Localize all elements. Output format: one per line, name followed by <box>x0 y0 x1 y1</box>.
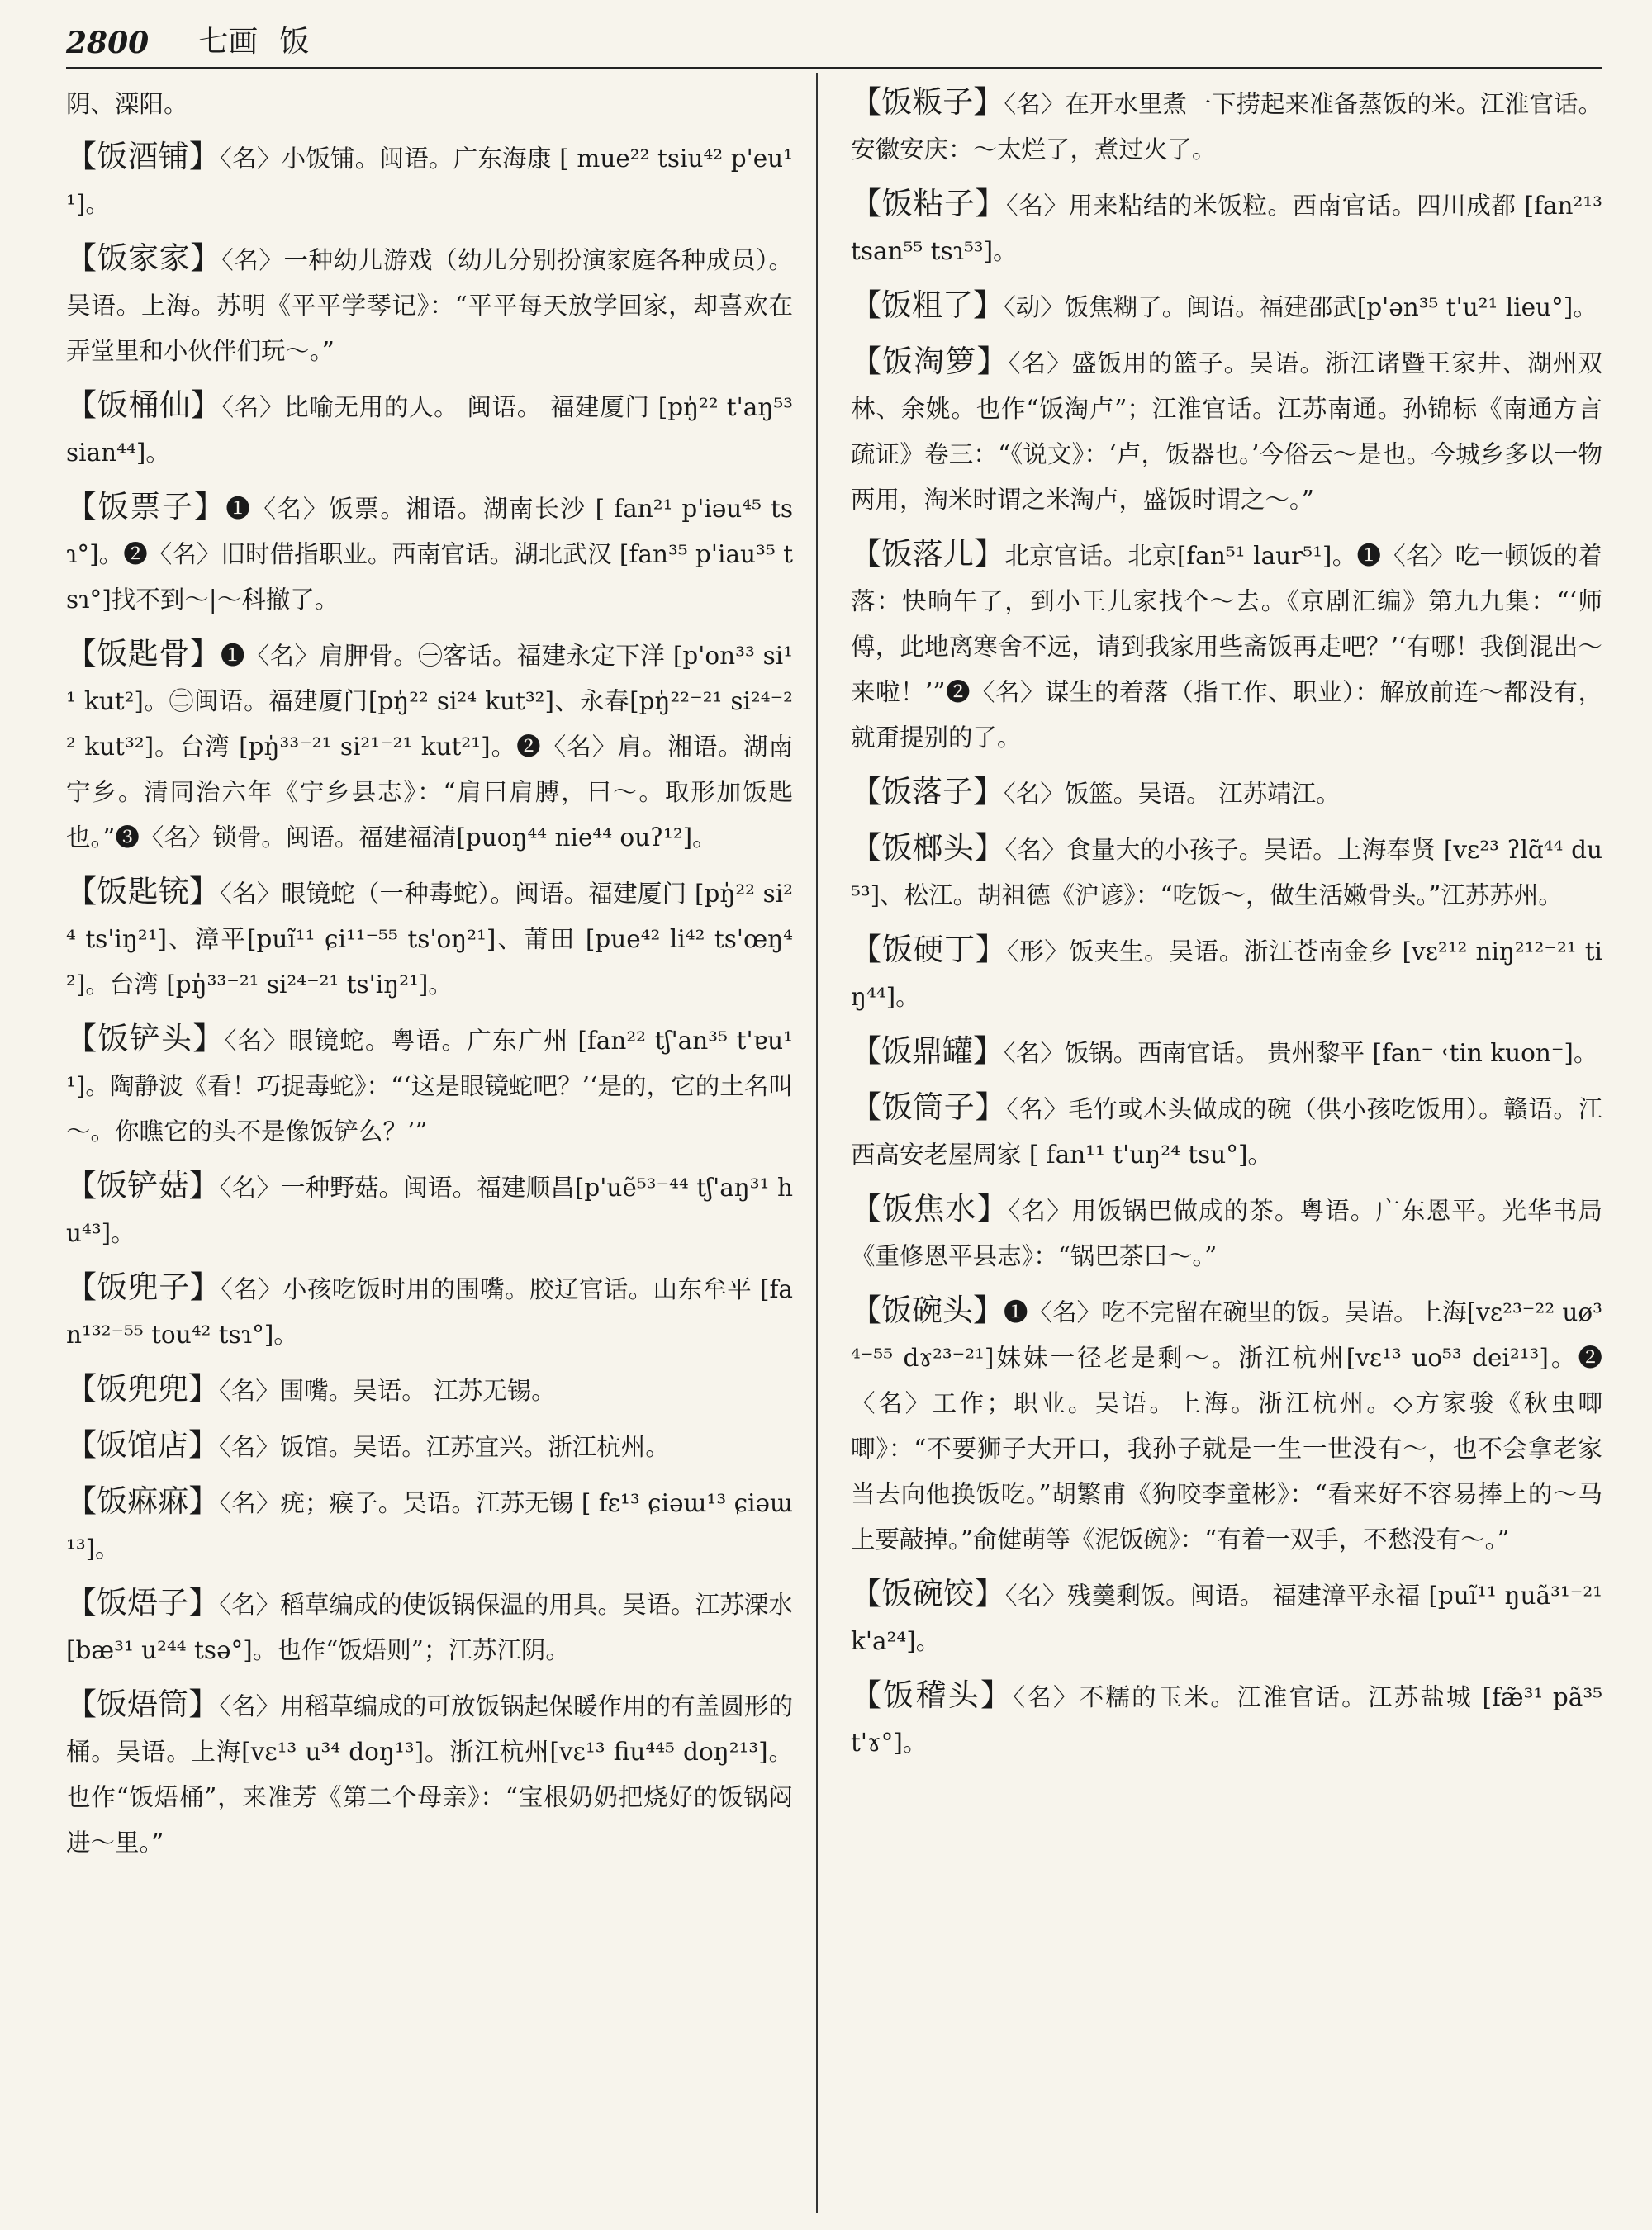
page-header <box>66 17 1602 69</box>
entry-body: 〈动〉饭焦糊了。闽语。福建邵武[p'ən³⁵ t'u²¹ lieu°]。 <box>1004 293 1597 321</box>
entry-headword: 【饭铲头】 <box>66 1021 225 1056</box>
entry-body: 〈名〉不糯的玉米。江淮官话。江苏盐城 [fæ̃³¹ pã³⁵ t'ɤ°]。 <box>851 1683 1602 1757</box>
entry-body: 〈形〉饭夹生。吴语。浙江苍南金乡 [vɛ²¹² niŋ²¹²⁻²¹ tiŋ⁴⁴]。 <box>851 937 1602 1011</box>
dictionary-entry <box>851 1288 1602 1563</box>
entry-body: 〈名〉一种野菇。闽语。福建顺昌[p'uẽ⁵³⁻⁴⁴ tʃ'aŋ³¹ hu⁴³]。 <box>66 1174 793 1247</box>
entry-body: 〈名〉盛饭用的篮子。吴语。浙江诸暨王家井、湖州双林、余姚。也作“饭淘卢”；江淮官话。江苏南通。孙锦标《南通方言疏证》卷三：“《说文》：‘卢，饭器也。’今俗云～是也。今城乡多以一物两用，淘米时谓之米淘卢，盛饭时谓之～。” <box>851 349 1602 514</box>
dictionary-entry <box>66 1163 793 1256</box>
entry-body: 〈名〉稻草编成的使饭锅保温的用具。吴语。江苏溧水[bæ³¹ u²⁴⁴ tsə°]。也作“饭焐则”；江苏江阴。 <box>66 1591 793 1664</box>
entry-headword: 【饭焐筒】 <box>66 1687 220 1722</box>
entry-body: 〈名〉小孩吃饭时用的围嘴。胶辽官话。山东牟平 [fan¹³²⁻⁵⁵ tou⁴² tsɿ°]。 <box>66 1275 793 1349</box>
dictionary-entry <box>851 1028 1602 1076</box>
entry-headword: 【饭硬丁】 <box>851 932 1007 967</box>
column-divider <box>816 73 818 2213</box>
entry-body: 〈名〉饭馆。吴语。江苏宜兴。浙江杭州。 <box>219 1433 670 1461</box>
entry-body: 〈名〉小饭铺。闽语。广东海康 [ mue²² tsiu⁴² p'eu¹¹]。 <box>66 145 793 218</box>
dictionary-entry <box>66 1580 793 1673</box>
entry-body: 〈名〉饭锅。西南官话。 贵州黎平 [fan⁻ ˓tin kuon⁻]。 <box>1004 1039 1598 1067</box>
page-number: 2800 <box>66 26 150 60</box>
dictionary-entry <box>66 134 793 227</box>
entry-headword: 【饭榔头】 <box>851 830 1005 866</box>
dictionary-entry <box>66 1016 793 1155</box>
entry-headword: 【饭焐子】 <box>66 1585 220 1620</box>
entry-headword: 【饭票子】 <box>66 489 226 524</box>
section-label: 七画 <box>198 25 259 59</box>
entry-headword: 【饭筒子】 <box>851 1089 1006 1125</box>
dictionary-entry <box>66 869 793 1008</box>
dictionary-entry <box>66 79 793 127</box>
entry-headword: 【饭淘箩】 <box>851 344 1009 379</box>
dictionary-entry <box>66 235 793 374</box>
entry-headword: 【饭落儿】 <box>851 536 1005 572</box>
entry-body: 北京官话。北京[fan⁵¹ laur⁵¹]。❶〈名〉吃一顿饭的着落：快晌午了，到小王儿家找个～去。《京剧汇编》第九九集：“‘师傅，此地离寒舍不远，请到我家用些斋饭再走吧？’‘有哪！我倒混出～来啦！’”❷〈名〉谋生的着落（指工作、职业）：解放前连～都没有，就甭提别的了。 <box>851 542 1602 752</box>
dictionary-entry <box>851 282 1602 330</box>
right-column <box>851 79 1602 2213</box>
dictionary-entry <box>851 79 1602 173</box>
dictionary-entry <box>851 1672 1602 1766</box>
entry-body: 〈名〉用饭锅巴做成的茶。粤语。广东恩平。光华书局《重修恩平县志》：“锅巴茶曰～。” <box>851 1197 1602 1270</box>
entry-headword: 【饭焦水】 <box>851 1191 1009 1226</box>
entry-body: 〈名〉残羹剩饭。闽语。 福建漳平永福 [puĩ¹¹ ŋuã³¹⁻²¹ k'a²⁴]。 <box>851 1582 1602 1655</box>
entry-headword: 【饭碗头】 <box>851 1293 1004 1328</box>
dictionary-entry <box>851 1571 1602 1664</box>
entry-body: 〈名〉眼镜蛇。粤语。广东广州 [fan²² tʃ'an³⁵ t'ɐu¹¹]。陶静波《看！巧捉毒蛇》：“‘这是眼镜蛇吧？’‘是的，它的土名叫～。你瞧它的头不是像饭铲么？’” <box>66 1027 793 1146</box>
entry-headword: 【饭兜子】 <box>66 1269 221 1305</box>
dictionary-entry <box>851 1084 1602 1178</box>
dictionary-entry <box>66 1264 793 1358</box>
entry-headword: 【饭粄子】 <box>851 84 1004 120</box>
entry-body: 阴、溧阳。 <box>66 90 188 118</box>
entry-body: 〈名〉用稻草编成的可放饭锅起保暖作用的有盖圆形的桶。吴语。上海[vɛ¹³ u³⁴ doŋ¹³]。浙江杭州[vɛ¹³ fiu⁴⁴⁵ doŋ²¹³]。也作“饭焐桶”，来准芳《第二个母亲》：“宝根奶奶把烧好的饭锅闷进～里。” <box>66 1692 793 1857</box>
entry-body: ❶〈名〉饭票。湘语。湖南长沙 [ fan²¹ p'iəu⁴⁵ tsɿ°]。❷〈名〉旧时借指职业。西南官话。湖北武汉 [fan³⁵ p'iau³⁵ tsɿ°]找不到～|～科撤了。 <box>66 495 793 614</box>
dictionary-entry <box>851 825 1602 918</box>
entry-headword: 【饭粘子】 <box>851 186 1007 221</box>
entry-headword: 【饭匙铳】 <box>66 874 221 909</box>
entry-body: 〈名〉比喻无用的人。 闽语。 福建厦门 [pŋ̍²² t'aŋ⁵³ sian⁴⁴]。 <box>66 393 793 467</box>
entry-headword: 【饭痳痳】 <box>66 1483 220 1519</box>
entry-body: 〈名〉一种幼儿游戏（幼儿分别扮演家庭各种成员）。吴语。上海。苏明《平平学琴记》：“平平每天放学回家，却喜欢在弄堂里和小伙伴们玩～。” <box>66 246 793 365</box>
entry-body: 〈名〉围嘴。吴语。 江苏无锡。 <box>219 1377 556 1405</box>
dictionary-entry <box>851 1186 1602 1279</box>
entry-headword: 【饭粗了】 <box>851 287 1004 323</box>
entry-headword: 【饭匙骨】 <box>66 636 221 671</box>
entry-headword: 【饭酒铺】 <box>66 139 221 174</box>
dictionary-entry <box>851 531 1602 761</box>
entry-headword: 【饭铲菇】 <box>66 1168 220 1203</box>
dictionary-entry <box>851 339 1602 523</box>
dictionary-entry <box>851 181 1602 274</box>
dictionary-entry <box>66 484 793 623</box>
entry-body: 〈名〉毛竹或木头做成的碗（供小孩吃饭用）。赣语。江西高安老屋周家 [ fan¹¹ t'uŋ²⁴ tsu°]。 <box>851 1095 1602 1169</box>
left-column <box>66 79 793 2213</box>
dictionary-entry <box>66 1682 793 1866</box>
entry-body: 〈名〉眼镜蛇（一种毒蛇）。闽语。福建厦门 [pŋ̍²² si²⁴ ts'iŋ²¹]、漳平[puĩ¹¹ ɕi¹¹⁻⁵⁵ ts'oŋ²¹]、莆田 [pue⁴² li⁴² ts'œŋ⁴²]。台湾 [pŋ̍³³⁻²¹ si²⁴⁻²¹ ts'iŋ²¹]。 <box>66 880 793 999</box>
dictionary-entry <box>66 1366 793 1414</box>
dictionary-entry <box>66 1478 793 1572</box>
entry-headword: 【饭兜兜】 <box>66 1371 219 1407</box>
dictionary-entry <box>851 769 1602 817</box>
entry-body: ❶〈名〉肩胛骨。㊀客话。福建永定下洋 [p'on³³ si¹¹ kut²]。㊁闽语。福建厦门[pŋ̍²² si²⁴ kut³²]、永春[pŋ̍²²⁻²¹ si²⁴⁻²² kut³²]。台湾 [pŋ̍³³⁻²¹ si²¹⁻²¹ kut²¹]。❷〈名〉肩。湘语。湖南宁乡。清同治六年《宁乡县志》：“肩曰肩膊，曰～。取形加饭匙也。”❸〈名〉锁骨。闽语。福建福清[puoŋ⁴⁴ nie⁴⁴ ouʔ¹²]。 <box>66 642 793 852</box>
head-character: 饭 <box>279 25 310 59</box>
entry-headword: 【饭鼎罐】 <box>851 1033 1004 1069</box>
entry-body: 〈名〉在开水里煮一下捞起来准备蒸饭的米。江淮官话。安徽安庆：～太烂了，煮过火了。 <box>851 90 1602 164</box>
dictionary-entry <box>66 1422 793 1470</box>
entry-headword: 【饭桶仙】 <box>66 387 222 423</box>
entry-headword: 【饭家家】 <box>66 240 221 276</box>
dictionary-entry <box>851 927 1602 1020</box>
entry-body: 〈名〉饭篮。吴语。 江苏靖江。 <box>1004 780 1341 808</box>
entry-headword: 【饭碗饺】 <box>851 1576 1005 1611</box>
entry-body: 〈名〉食量大的小孩子。吴语。上海奉贤 [vɛ²³ ʔlɑ̃⁴⁴ du⁵³]、松江。胡祖德《沪谚》：“吃饭～，做生活嫩骨头。”江苏苏州。 <box>851 836 1602 909</box>
entry-body: ❶〈名〉吃不完留在碗里的饭。吴语。上海[vɛ²³⁻²² uø³⁴⁻⁵⁵ dɤ²³⁻²¹]妹妹一径老是剩～。浙江杭州[vɛ¹³ uo⁵³ dei²¹³]。❷〈名〉工作；职业。吴语。上海。浙江杭州。◇方家骏《秋虫唧唧》：“不要狮子大开口，我孙子就是一生一世没有～，也不会拿老家当去向他换饭吃。”胡繁甫《狗咬李童彬》：“看来好不容易捧上的～马上要敲掉。”俞健萌等《泥饭碗》：“有着一双手，不愁没有～。” <box>851 1298 1602 1554</box>
entry-headword: 【饭稽头】 <box>851 1677 1014 1713</box>
entry-headword: 【饭落子】 <box>851 774 1004 809</box>
dictionary-entry <box>66 631 793 861</box>
entry-body: 〈名〉用来粘结的米饭粒。西南官话。四川成都 [fan²¹³ tsan⁵⁵ tsɿ⁵³]。 <box>851 192 1602 265</box>
entry-body: 〈名〉疣；瘊子。吴语。江苏无锡 [ fɛ¹³ ɕiəɯ¹³ ɕiəɯ¹³]。 <box>66 1489 793 1563</box>
entry-headword: 【饭馆店】 <box>66 1427 219 1463</box>
dictionary-entry <box>66 382 793 476</box>
